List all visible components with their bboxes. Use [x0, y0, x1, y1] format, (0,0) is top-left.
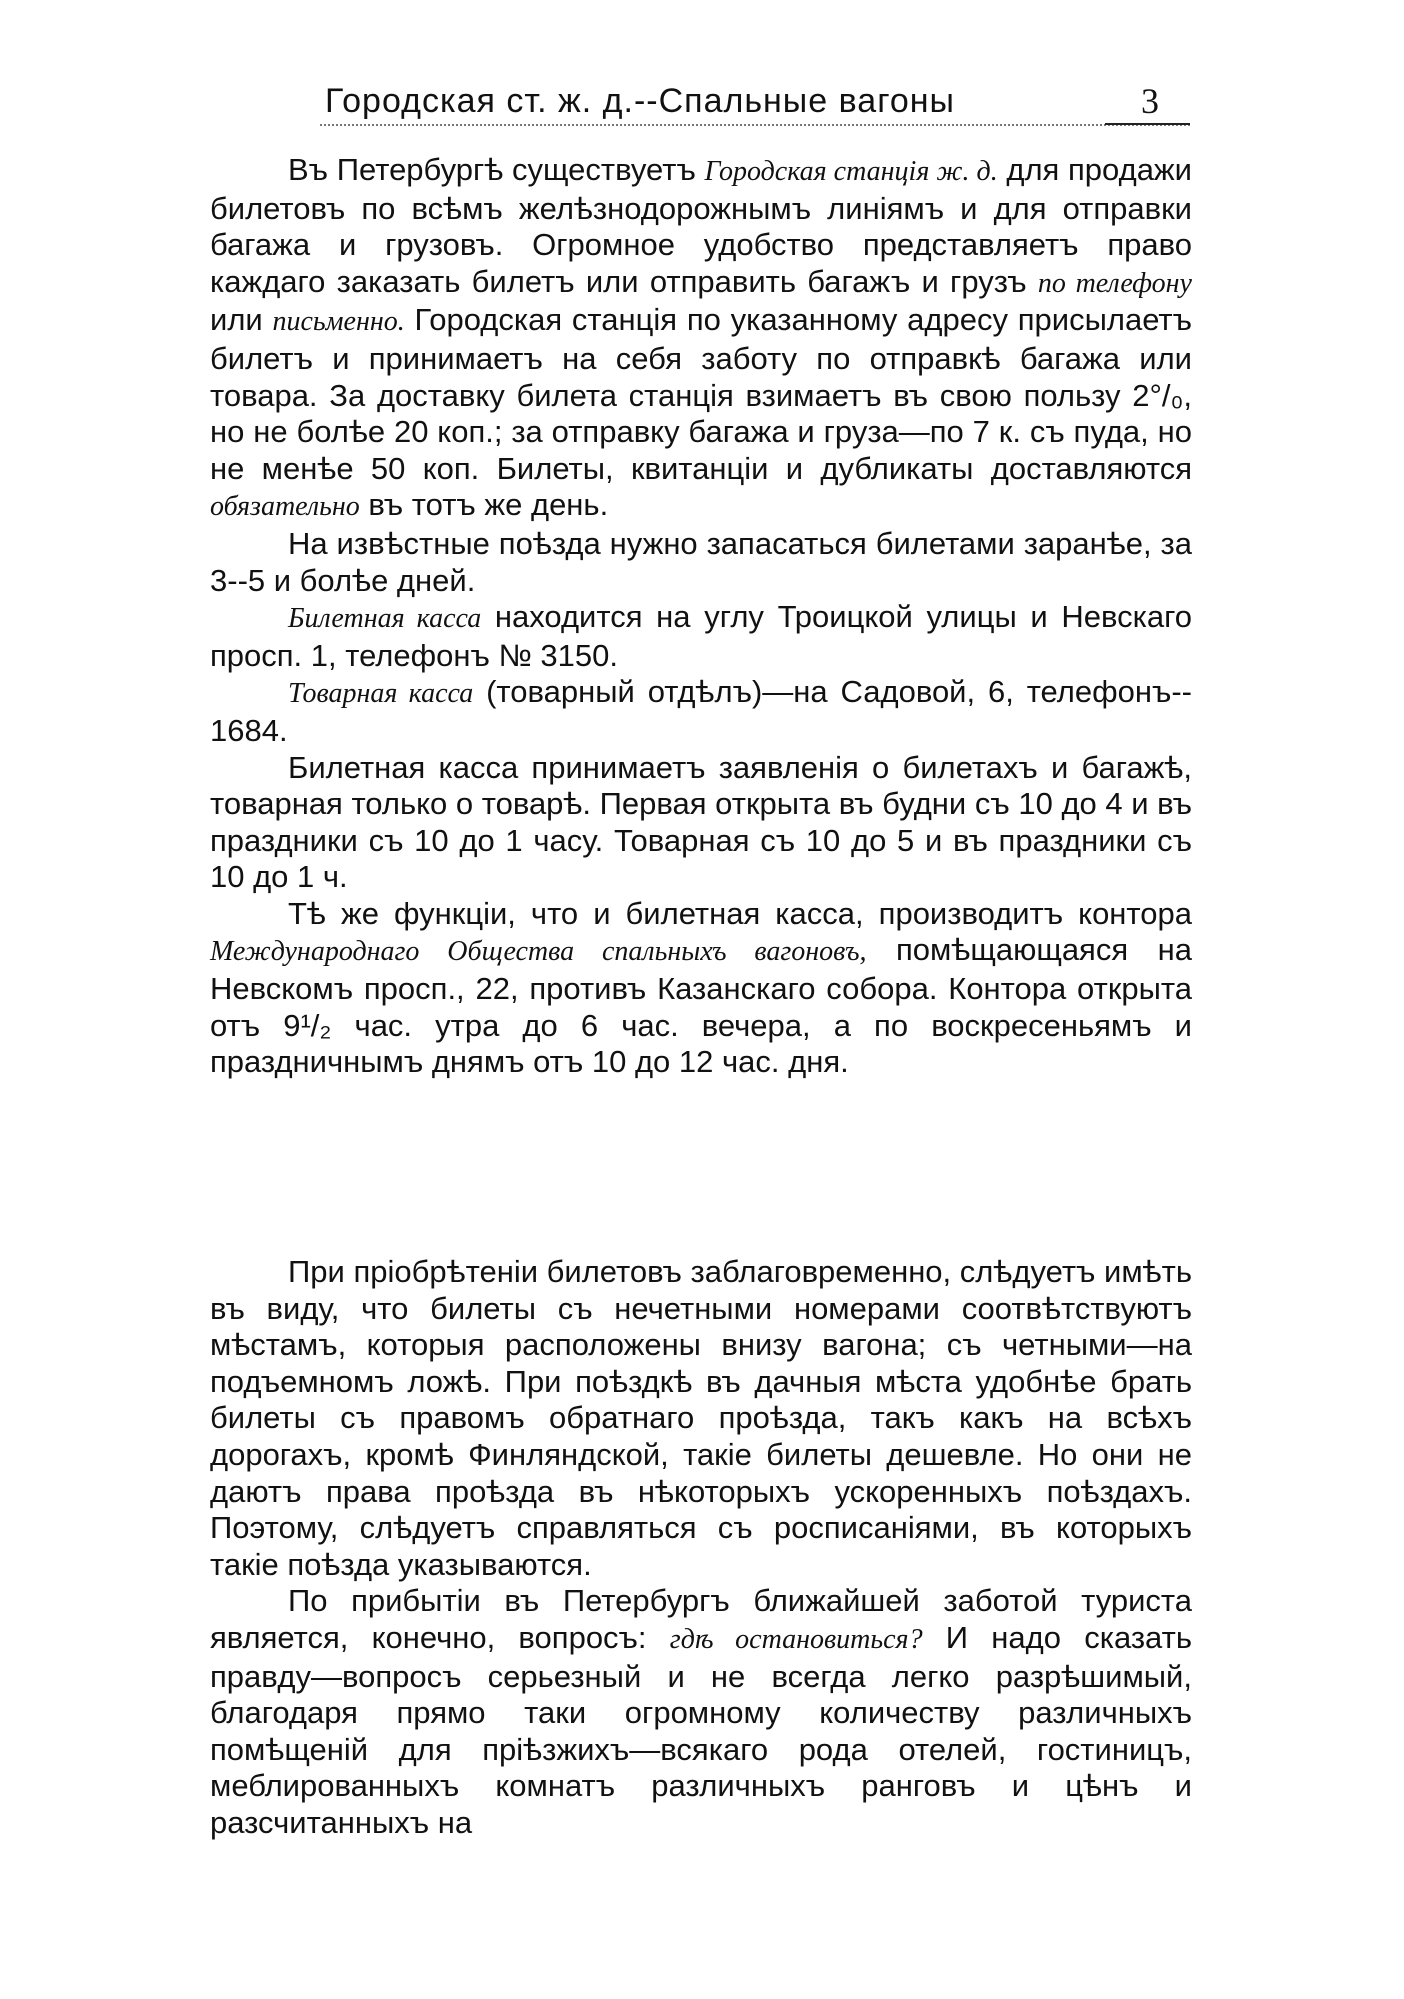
paragraph-text: (товарный отдѣлъ)—на Садовой, 6, телефонъ-- 1684.	[210, 674, 1192, 748]
paragraph-text: Тѣ же функціи, что и билетная касса, производитъ контора	[288, 895, 1192, 931]
paragraph-seat-numbers	[210, 1254, 1192, 1583]
text-block-city-station	[210, 152, 1192, 1081]
text-block-travel-advice	[210, 1254, 1192, 1842]
italic-term: Билетная касса	[288, 603, 482, 635]
italic-term: Городская станція ж. д.	[704, 156, 998, 187]
paragraph-text: Въ Петербургѣ существуетъ	[288, 152, 705, 187]
italic-term: Товарная касса	[288, 678, 474, 710]
italic-term: Международнаго Общества спальныхъ вагоновъ,	[210, 936, 867, 968]
header-rule	[320, 124, 1190, 126]
page-number: 3	[1141, 81, 1160, 121]
paragraph-advance-tickets	[210, 526, 1192, 599]
paragraph-city-station	[210, 152, 1192, 526]
paragraph-sleeping-cars-office	[210, 896, 1192, 1081]
paragraph-text: По прибытіи въ Петербургъ ближайшей заботой туриста является, конечно, вопросъ:	[210, 1583, 1192, 1655]
paragraph-text: Городская станція по указанному адресу присылаетъ билетъ и принимаетъ на себя заботу по отправкѣ багажа или товара. За доставку билета станція взимаетъ въ свою пользу 2°/₀, но не болѣе 20 коп.; за отправку багажа и груза—по 7 к. съ пуда, но не менѣе 50 коп. Билеты, квитанціи и дубликаты доставляются	[210, 302, 1192, 486]
italic-term: по телефону	[1037, 267, 1192, 299]
paragraph-text: для продажи билетовъ по всѣмъ желѣзнодорожнымъ линіямъ и для отправки багажа и грузовъ. Огромное удобство представляетъ право каждаго заказать билетъ или отправить багажъ и грузъ	[210, 152, 1192, 299]
paragraph-office-hours	[210, 750, 1192, 896]
page-number-underline	[1105, 123, 1190, 125]
running-title: Городская ст. ж. д.--Спальные вагоны	[325, 82, 955, 120]
page-header	[320, 78, 1190, 124]
paragraph-text: И надо сказать правду—вопросъ серьезный и не всегда легко разрѣшимый, благодаря прямо таки огромному количеству различныхъ помѣщеній для пріѣзжихъ—всякаго рода отелей, гостиницъ, меблированныхъ комнатъ различныхъ ранговъ и цѣнъ и разсчитанныхъ на	[210, 1619, 1192, 1840]
paragraph-where-to-stay	[210, 1583, 1192, 1841]
paragraph-text: въ тотъ же день.	[359, 487, 609, 523]
paragraph-text: находится на углу Троицкой улицы и Невскаго просп. 1, телефонъ № 3150.	[210, 599, 1192, 673]
paragraph-text: помѣщающаяся на Невскомъ просп., 22, противъ Казанскаго собора. Контора открыта отъ 9¹/₂ час. утра до 6 час. вечера, а по воскресеньямъ и праздничнымъ днямъ отъ 10 до 12 час. дня.	[210, 932, 1192, 1080]
paragraph-freight-office	[210, 674, 1192, 749]
paragraph-text: Билетная касса принимаетъ заявленія о билетахъ и багажѣ, товарная только о товарѣ. Первая открыта въ будни съ 10 до 4 и въ праздники съ 10 до 1 часу. Товарная съ 10 до 5 и въ праздники съ 10 до 1 ч.	[210, 749, 1192, 895]
paragraph-ticket-office	[210, 599, 1192, 674]
paragraph-text: или	[210, 302, 273, 338]
italic-term: письменно.	[272, 306, 405, 338]
paragraph-text: При пріобрѣтеніи билетовъ заблаговременно, слѣдуетъ имѣть въ виду, что билеты съ нечетными номерами соотвѣтствуютъ мѣстамъ, которыя расположены внизу вагона; съ четными—на подъемномъ ложѣ. При поѣздкѣ въ дачныя мѣста удобнѣе брать билеты съ правомъ обратнаго проѣзда, такъ какъ на всѣхъ дорогахъ, кромѣ Финляндской, такіе билеты дешевле. Но они не даютъ права проѣзда въ нѣкоторыхъ ускоренныхъ поѣздахъ. Поэтому, слѣдуетъ справляться съ росписаніями, въ которыхъ такіе поѣзда указываются.	[210, 1254, 1192, 1582]
italic-term: гдѣ остановиться?	[669, 1623, 923, 1655]
italic-term: обязательно	[210, 491, 360, 523]
paragraph-text: На извѣстные поѣзда нужно запасаться билетами заранѣе, за 3--5 и болѣе дней.	[210, 525, 1192, 598]
